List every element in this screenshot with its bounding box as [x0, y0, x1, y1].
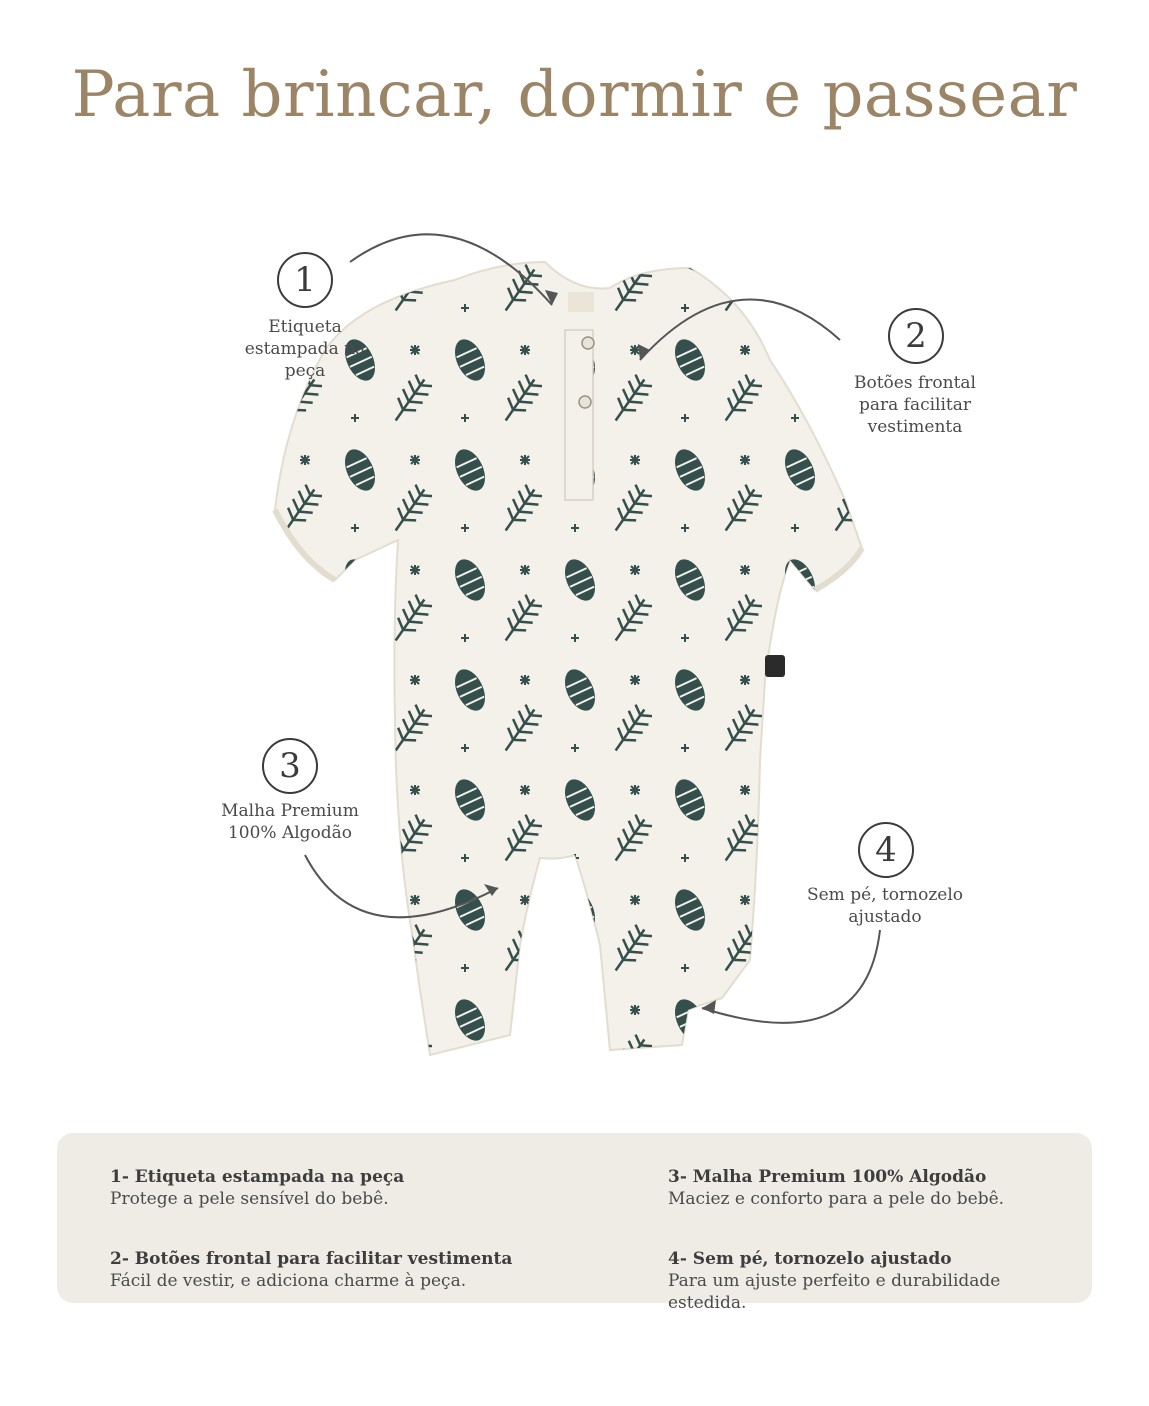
side-tag: [765, 655, 785, 677]
callout-1-number: 1: [277, 252, 333, 308]
callout-3-label: Malha Premium 100% Algodão: [221, 801, 359, 843]
feature-heading: 4- Sem pé, tornozelo ajustado: [668, 1249, 952, 1269]
feature-description: Maciez e conforto para a pele do bebê.: [668, 1189, 1005, 1209]
feature-heading: 3- Malha Premium 100% Algodão: [668, 1167, 987, 1187]
feature-description: Protege a pele sensível do bebê.: [110, 1189, 389, 1209]
feature-item: [668, 1166, 1088, 1210]
feature-heading: 1- Etiqueta estampada na peça: [110, 1167, 405, 1187]
callout-2-label: Botões frontal para facilitar vestimenta: [854, 373, 976, 437]
callout-4-number: 4: [858, 822, 914, 878]
feature-description: Para um ajuste perfeito e durabilidade estedida.: [668, 1271, 1001, 1313]
feature-item: [110, 1248, 610, 1292]
button-placket: [565, 330, 593, 500]
callout-1-label: Etiqueta estampada na peça: [244, 317, 366, 381]
feature-heading: 2- Botões frontal para facilitar vestimenta: [110, 1249, 513, 1269]
callout-2-number: 2: [888, 308, 944, 364]
features-panel: [57, 1133, 1092, 1313]
callout-3-number: 3: [262, 738, 318, 794]
snap-button: [582, 337, 594, 349]
page-title: Para brincar, dormir e passear: [71, 58, 1078, 132]
callout-4-label: Sem pé, tornozelo ajustado: [806, 885, 964, 927]
snap-button: [579, 396, 591, 408]
neck-label: [568, 292, 594, 312]
feature-item: [110, 1166, 530, 1210]
feature-item: [668, 1248, 1088, 1314]
feature-description: Fácil de vestir, e adiciona charme à peça.: [110, 1271, 467, 1291]
